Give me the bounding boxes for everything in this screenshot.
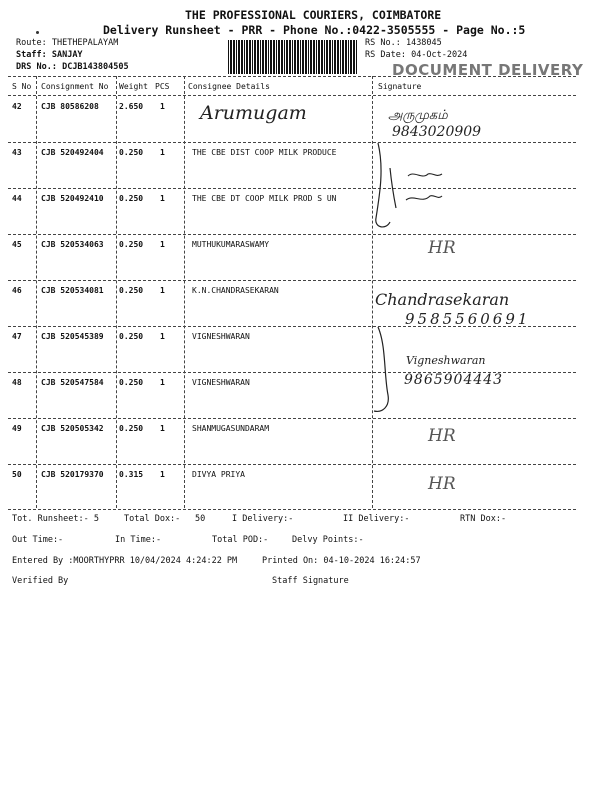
handwritten-initials-row49: HR (428, 426, 456, 446)
rs-no-field (365, 38, 442, 48)
row-consignment-no: CJB 520534081 (41, 286, 104, 295)
row-consignee: K.N.CHANDRASEKARAN (192, 286, 279, 295)
row-pcs: 1 (160, 194, 165, 203)
route-field (16, 38, 118, 48)
rs-date-value: 04-Oct-2024 (411, 50, 468, 60)
rs-date-field (365, 50, 467, 60)
handwritten-signature-row46: Chandrasekaran (375, 290, 510, 309)
row-separator (8, 234, 576, 235)
row-consignee: SHANMUGASUNDARAM (192, 424, 270, 433)
row-separator (8, 280, 576, 281)
footer-total-dox-value: 50 (195, 514, 206, 524)
rs-no-value: 1438045 (405, 38, 442, 48)
punch-dot (36, 31, 39, 34)
row-consignee: MUTHUKUMARASWAMY (192, 240, 270, 249)
row-sno: 49 (12, 424, 22, 433)
footer-staff-signature: Staff Signature (272, 576, 349, 586)
row-weight: 0.250 (119, 286, 144, 295)
row-consignment-no: CJB 520547584 (41, 378, 104, 387)
footer-total-pod: Total POD:- (212, 535, 269, 545)
footer-tot-runsheet: Tot. Runsheet:- 5 (12, 514, 99, 524)
footer-in-time: In Time:- (115, 535, 162, 545)
rs-date-label: RS Date: (365, 50, 406, 60)
col-divider (184, 76, 185, 508)
footer-printed-on: Printed On: 04-10-2024 16:24:57 (262, 556, 421, 566)
row-weight: 2.650 (119, 102, 144, 111)
row-separator (8, 188, 576, 189)
drs-value: DCJB143804505 (62, 62, 129, 72)
handwritten-phone-row47-48: 9865904443 (404, 372, 504, 388)
runsheet-subtitle: Delivery Runsheet - PRR - Phone No.:0422-3505555 - Page No.:5 (103, 23, 526, 37)
footer-out-time: Out Time:- (12, 535, 64, 545)
row-consignment-no: CJB 520492410 (41, 194, 104, 203)
footer-delvy-points: Delvy Points:- (292, 535, 364, 545)
row-weight: 0.315 (119, 470, 144, 479)
row-weight: 0.250 (119, 148, 144, 157)
row-separator (8, 142, 576, 143)
drs-field (16, 62, 129, 72)
company-name: THE PROFESSIONAL COURIERS, COIMBATORE (185, 8, 442, 22)
row-pcs: 1 (160, 102, 165, 111)
col-divider (116, 76, 117, 508)
handwritten-phone-row46: 9585560691 (405, 310, 531, 328)
handwritten-name-row47-48: Vigneshwaran (406, 354, 486, 367)
footer-verified-by: Verified By (12, 576, 69, 586)
row-consignment-no: CJB 80586208 (41, 102, 99, 111)
row-weight: 0.250 (119, 240, 144, 249)
row-weight: 0.250 (119, 424, 144, 433)
row-consignment-no: CJB 520534063 (41, 240, 104, 249)
row-sno: 44 (12, 194, 22, 203)
row-pcs: 1 (160, 240, 165, 249)
footer-rtn-dox: RTN Dox:- (460, 514, 507, 524)
row-sno: 42 (12, 102, 22, 111)
handwritten-name-row42: Arumugam (200, 102, 307, 124)
row-consignee: VIGNESHWARAN (192, 378, 250, 387)
handwritten-phone-row42: 9843020909 (392, 124, 482, 140)
rs-no-label: RS No.: (365, 38, 401, 48)
row-consignee: THE CBE DIST COOP MILK PRODUCE (192, 148, 337, 157)
handwritten-signature-row42: அருமுகம் (388, 108, 448, 123)
barcode (228, 40, 358, 74)
row-weight: 0.250 (119, 332, 144, 341)
route-label: Route: (16, 38, 47, 48)
document-delivery-stamp: DOCUMENT DELIVERY (392, 61, 584, 79)
col-header-pcs: PCS (155, 82, 170, 91)
route-value: THETHEPALAYAM (51, 38, 119, 48)
footer-entered-by: Entered By :MOORTHYPRR 10/04/2024 4:24:22 PM (12, 556, 238, 566)
drs-label: DRS No.: (16, 62, 57, 72)
row-consignee: VIGNESHWARAN (192, 332, 250, 341)
row-pcs: 1 (160, 424, 165, 433)
footer-total-dox-label: Total Dox:- (124, 514, 181, 524)
row-pcs: 1 (160, 286, 165, 295)
row-sno: 46 (12, 286, 22, 295)
row-sno: 43 (12, 148, 22, 157)
handwritten-initials-row45: HR (428, 238, 456, 258)
row-consignment-no: CJB 520179370 (41, 470, 104, 479)
col-divider (36, 76, 37, 508)
row-pcs: 1 (160, 148, 165, 157)
handwritten-signature-row43-44 (370, 138, 480, 238)
row-weight: 0.250 (119, 378, 144, 387)
row-separator (8, 464, 576, 465)
col-header-signature: Signature (378, 82, 422, 91)
col-header-weight: Weight (119, 82, 148, 91)
staff-label: Staff: (16, 50, 47, 60)
handwritten-bracket-row47-48 (368, 325, 408, 420)
col-header-consignment: Consignment No (41, 82, 109, 91)
staff-field (16, 50, 83, 60)
staff-value: SANJAY (51, 50, 83, 60)
table-bottom-rule (8, 509, 576, 510)
row-consignment-no: CJB 520505342 (41, 424, 104, 433)
row-consignment-no: CJB 520492404 (41, 148, 104, 157)
row-pcs: 1 (160, 470, 165, 479)
col-header-consignee: Consignee Details (188, 82, 270, 91)
row-consignee: DIVYA PRIYA (192, 470, 245, 479)
row-sno: 48 (12, 378, 22, 387)
col-header-sno: S No (12, 82, 32, 91)
row-consignee: THE CBE DT COOP MILK PROD S UN (192, 194, 337, 203)
row-sno: 50 (12, 470, 22, 479)
row-separator (8, 418, 576, 419)
row-pcs: 1 (160, 378, 165, 387)
row-consignment-no: CJB 520545389 (41, 332, 104, 341)
row-weight: 0.250 (119, 194, 144, 203)
row-sno: 45 (12, 240, 22, 249)
table-top-rule (8, 76, 576, 77)
header-bottom-rule (8, 95, 576, 96)
row-sno: 47 (12, 332, 22, 341)
row-pcs: 1 (160, 332, 165, 341)
handwritten-initials-row50: HR (428, 474, 456, 494)
footer-i-delivery: I Delivery:- (232, 514, 294, 524)
footer-ii-delivery: II Delivery:- (343, 514, 410, 524)
